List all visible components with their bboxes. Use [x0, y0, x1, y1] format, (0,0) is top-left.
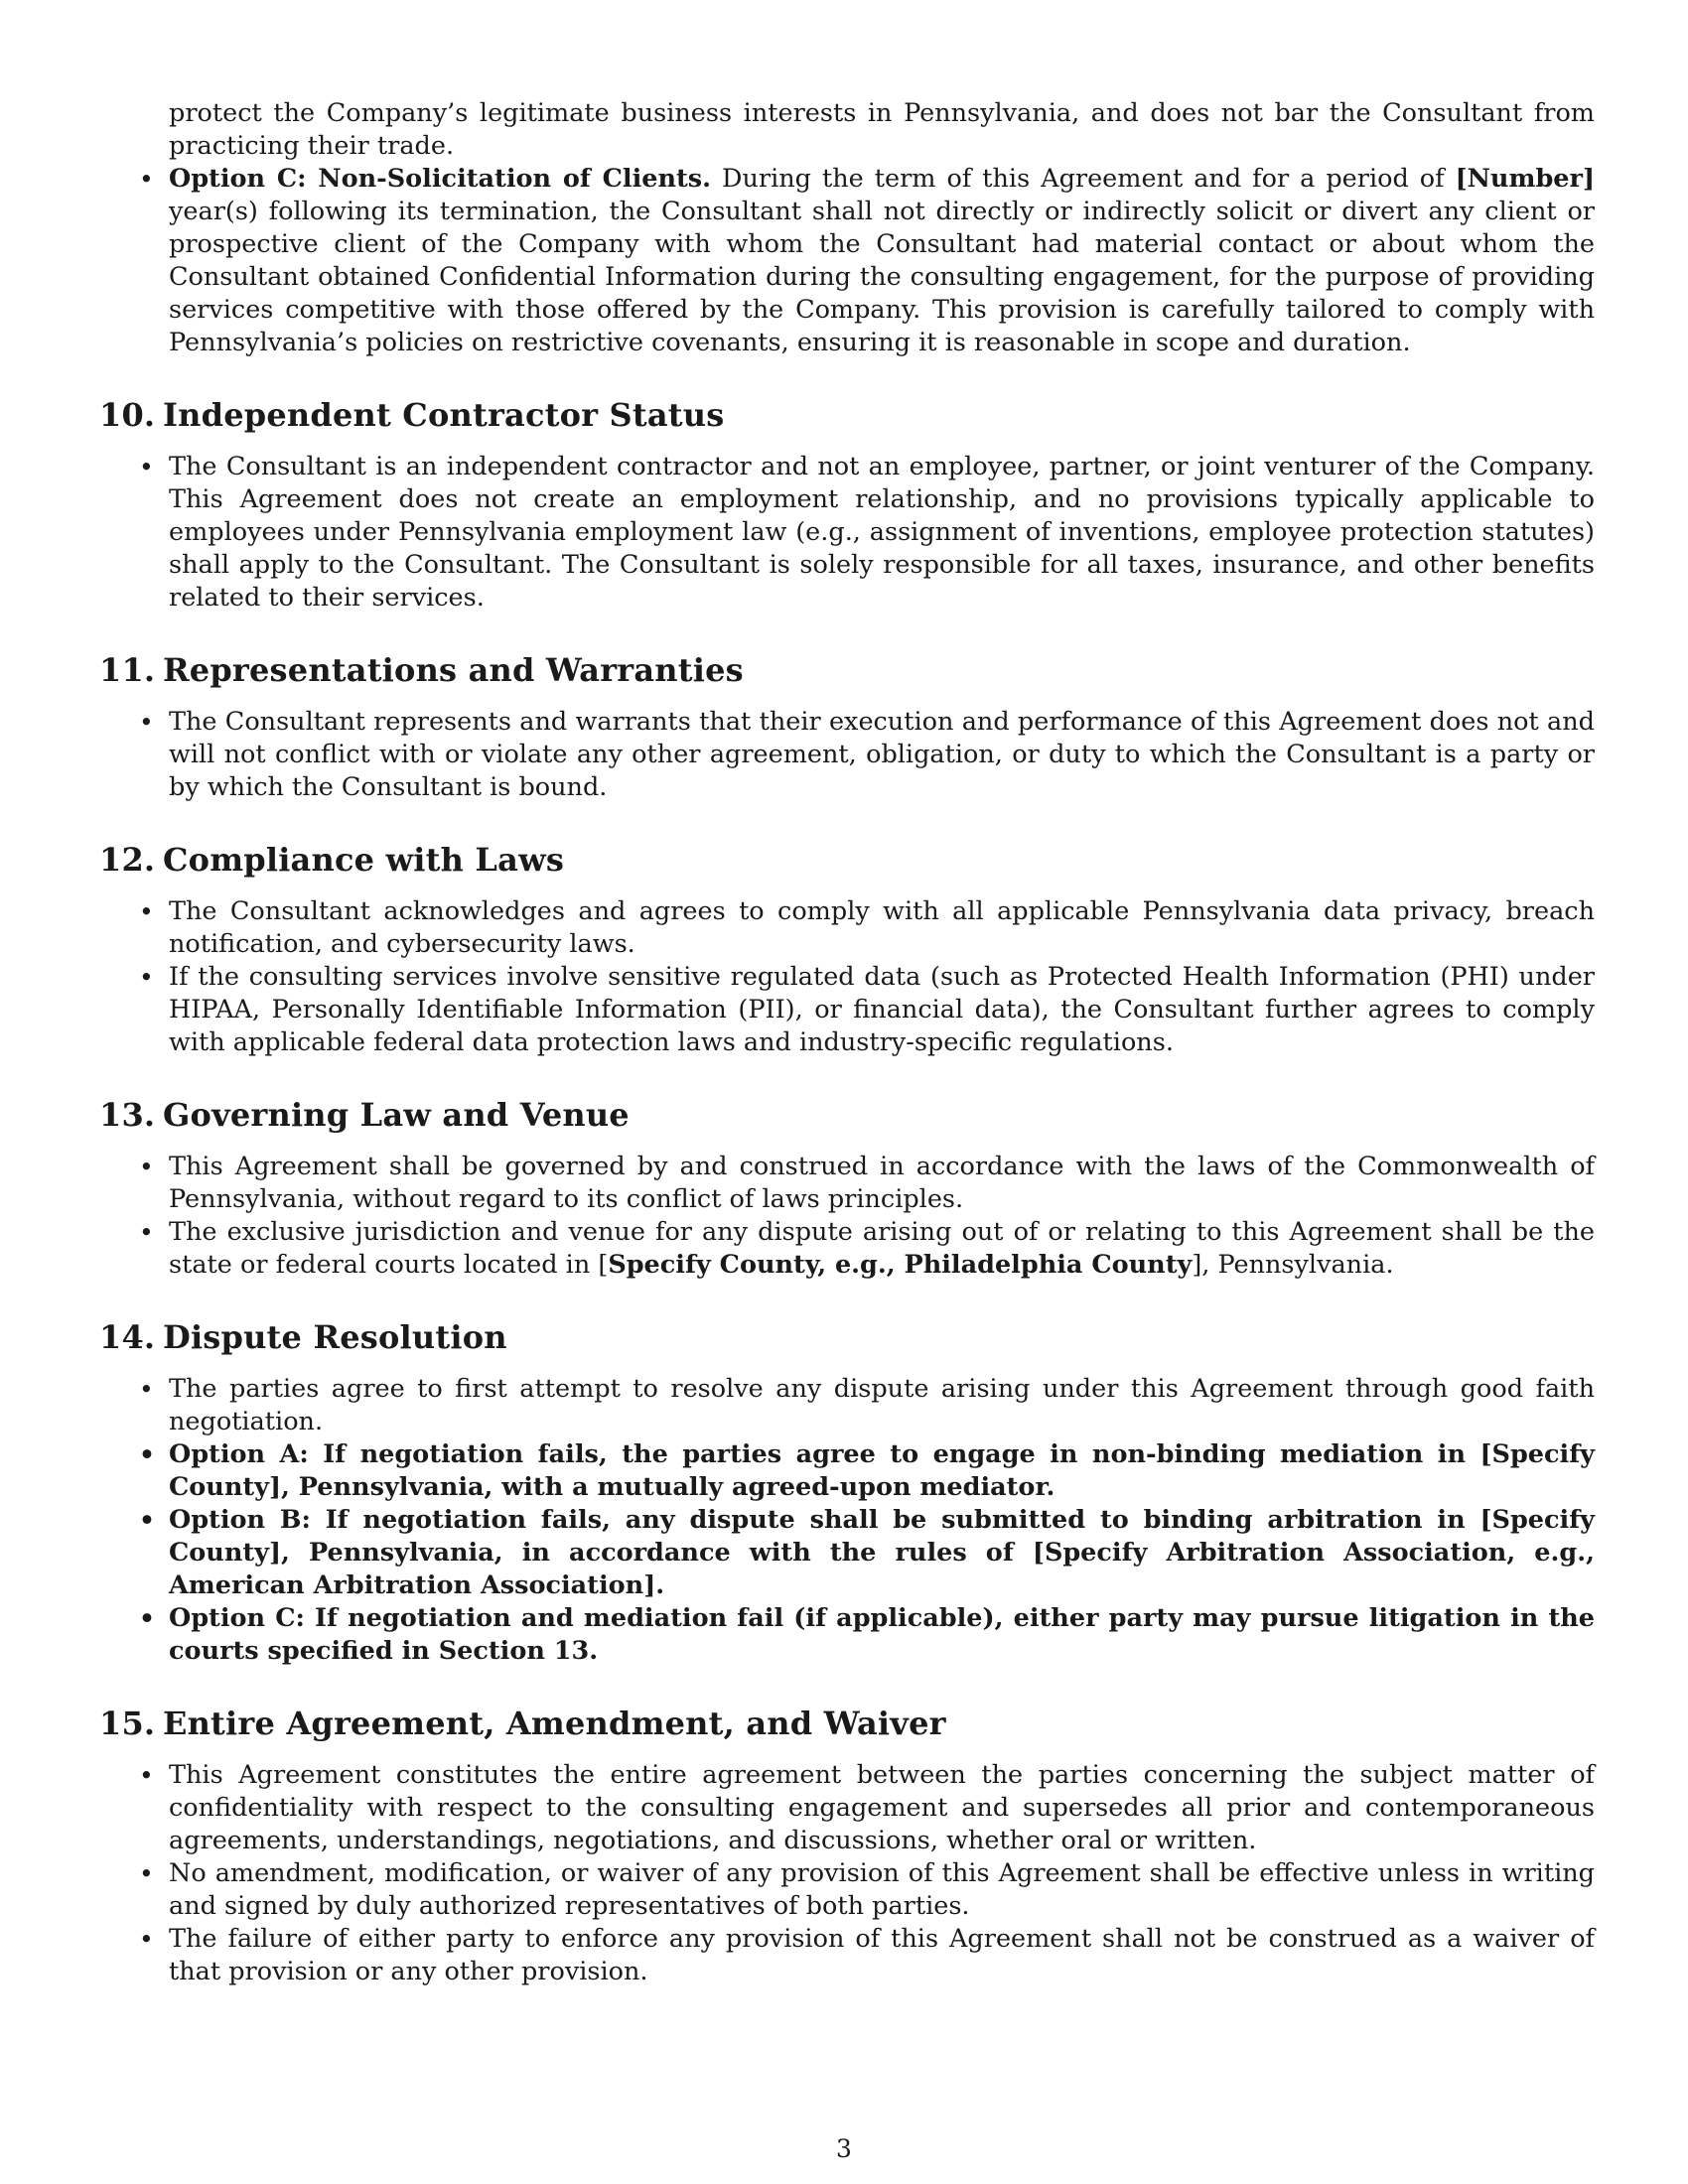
option-list-section-9 — [99, 163, 1595, 359]
section-number: 11. — [99, 651, 156, 689]
list-item: • The failure of either party to enforce any provision of this Agreement shall not be construed as a waiver of that provision or any other provision. — [99, 1923, 1595, 1988]
venue-county-placeholder: Specify County, e.g., Philadelphia County — [608, 1250, 1193, 1280]
intro-continuation: protect the Company’s legitimate business interests in Pennsylvania, and does not bar the Consultant from practicing their trade. — [169, 98, 1595, 161]
section-15-heading — [99, 1704, 1595, 1743]
list-item: • This Agreement constitutes the entire agreement between the parties concerning the subject matter of confidentiality with respect to the consulting engagement and supersedes all prior and contemporaneous agreements, understandings, negotiations, and discussions, whether oral or written. — [99, 1759, 1595, 1857]
section-title: Compliance with Laws — [163, 841, 565, 879]
section-title: Dispute Resolution — [163, 1318, 507, 1356]
section-title: Governing Law and Venue — [163, 1096, 630, 1134]
option-c-text-before: During the term of this Agreement and for a period of — [711, 164, 1456, 194]
section-13-heading — [99, 1095, 1595, 1135]
section-number: 15. — [99, 1705, 156, 1742]
list-item: • The Consultant represents and warrants that their execution and performance of this Agreement does not and will not conflict with or violate any other agreement, obligation, or duty to which the Consultant is a party or by which the Consultant is bound. — [99, 706, 1595, 804]
section-12-list — [99, 895, 1595, 1059]
section-11-heading — [99, 650, 1595, 690]
option-c-text-after: year(s) following its termination, the Consultant shall not directly or indirectly solicit or divert any client or prospective client of the Company with whom the Consultant had material contact or about whom the Consultant obtained Confidential Information during the consulting engagement, for the purpose of providing services competitive with those offered by the Company. This provision is carefully tailored to comply with Pennsylvania’s policies on restrictive covenants, ensuring it is reasonable in scope and duration. — [169, 197, 1595, 357]
section-14-heading — [99, 1317, 1595, 1357]
page-number: 3 — [836, 2134, 852, 2163]
list-item: • The parties agree to first attempt to resolve any dispute arising under this Agreement through good faith negotiation. — [99, 1373, 1595, 1438]
section-title: Representations and Warranties — [163, 651, 744, 689]
section-10-heading — [99, 395, 1595, 435]
section-number: 10. — [99, 396, 156, 434]
list-item: • If the consulting services involve sensitive regulated data (such as Protected Health Information (PHI) under HIPAA, Personally Identifiable Information (PII), or financial data), the Consultant further agrees to comply with applicable federal data protection laws and industry-specific regulations. — [99, 961, 1595, 1059]
option-c-non-solicitation — [99, 163, 1595, 359]
list-item: • The Consultant is an independent contractor and not an employee, partner, or joint venturer of the Company. This Agreement does not create an employment relationship, and no provisions typically applicable to employees under Pennsylvania employment law (e.g., assignment of inventions, employee protection statutes) shall apply to the Consultant. The Consultant is solely responsible for all taxes, insurance, and other benefits related to their services. — [99, 451, 1595, 614]
section-12-heading — [99, 840, 1595, 880]
option-a-mediation: • Option A: If negotiation fails, the parties agree to engage in non-binding mediation in [Specify County], Pennsylvania, with a mutually agreed-upon mediator. — [99, 1438, 1595, 1504]
document-page — [99, 97, 1595, 1988]
section-number: 12. — [99, 841, 156, 879]
option-c-heading: Option C: Non-Solicitation of Clients. — [169, 164, 712, 194]
list-item: • The Consultant acknowledges and agrees to comply with all applicable Pennsylvania data privacy, breach notification, and cybersecurity laws. — [99, 895, 1595, 961]
venue-text-before: The exclusive jurisdiction and venue for any dispute arising out of or relating to this Agreement shall be the state or federal courts located in [ — [169, 1217, 1595, 1280]
venue-text-after: ], Pennsylvania. — [1192, 1250, 1394, 1280]
section-number: 13. — [99, 1096, 156, 1134]
section-13-list — [99, 1151, 1595, 1282]
section-10-list — [99, 451, 1595, 614]
section-number: 14. — [99, 1318, 156, 1356]
section-title: Independent Contractor Status — [163, 396, 725, 434]
list-item: • No amendment, modification, or waiver of any provision of this Agreement shall be effective unless in writing and signed by duly authorized representatives of both parties. — [99, 1857, 1595, 1923]
section-14-list — [99, 1373, 1595, 1668]
section-11-list — [99, 706, 1595, 804]
option-c-placeholder: [Number] — [1455, 164, 1596, 194]
section-title: Entire Agreement, Amendment, and Waiver — [163, 1705, 946, 1742]
option-b-arbitration: • Option B: If negotiation fails, any dispute shall be submitted to binding arbitration in [Specify County], Pennsylvania, in accordance with the rules of [Specify Arbitration Association, e.g., American Arbitration Association]. — [99, 1504, 1595, 1602]
list-item-venue — [99, 1216, 1595, 1282]
list-item: • This Agreement shall be governed by and construed in accordance with the laws of the Commonwealth of Pennsylvania, without regard to its conflict of laws principles. — [99, 1151, 1595, 1216]
section-15-list — [99, 1759, 1595, 1988]
option-c-litigation: • Option C: If negotiation and mediation fail (if applicable), either party may pursue litigation in the courts specified in Section 13. — [99, 1602, 1595, 1668]
